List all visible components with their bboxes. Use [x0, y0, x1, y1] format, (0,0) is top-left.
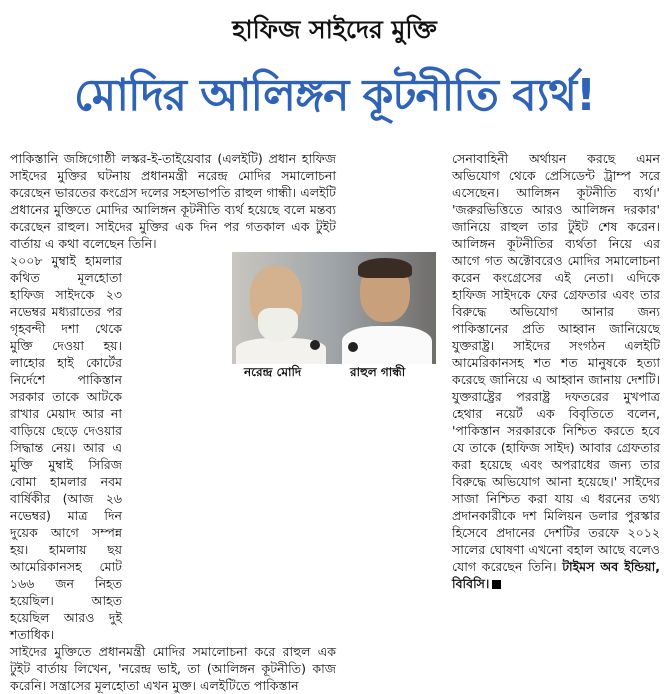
photo-background	[232, 252, 436, 364]
article-column-left	[10, 150, 336, 694]
article-paragraph: সাইদের মুক্তিতে প্রধানমন্ত্রী মোদির সমালোচনা করে রাহুল এক টুইট বার্তায় লিখেন, 'নরেন্দ্র ভাই, তা (আলিঙ্গন কূটনীতি) কাজ করেনি। সন্ত্রাসের মূলহোতা এখন মুক্ত। এলইটিতে পাকিস্তান	[10, 644, 336, 693]
article-paragraph: ২০০৮ মুম্বাই হামলার কথিত মূলহোতা হাফিজ সাইদকে ২৩ নভেম্বর মধ্যরাতের পর গৃহবন্দী দশা থেকে মুক্তি দেওয়া হয়। লাহোর হাই কোর্টের নির্দেশে পাকিস্তান সরকার তাকে আটকে রাখার মেয়াদ আর না বাড়িয়ে ছেড়ে দেওয়ার সিদ্ধান্ত নেয়। আর এ মুক্তি মুম্বাই সিরিজ বোমা হামলার নবম বার্ষিকীর (আজ ২৬ নভেম্বর) মাত্র দিন দুয়েক আগে সম্পন্ন হয়। হামলায় ছয় আমেরিকানসহ মোট ১৬৬ জন নিহত হয়েছিল। আহত হয়েছিল আরও দুই শতাধিক।	[10, 253, 122, 642]
photo-caption-rahul: রাহুল গান্ধী	[350, 365, 406, 379]
microphone-icon	[310, 340, 320, 350]
rahul-hair	[358, 258, 412, 278]
modi-beard	[258, 308, 298, 342]
article-paragraph: পাকিস্তানি জঙ্গিগোষ্ঠী লস্কর-ই-তাইয়েবার (এলইটি) প্রধান হাফিজ সাইদের মুক্তির ঘটনায় প্রধানমন্ত্রী নরেন্দ্র মোদির সমালোচনা করেছেন ভারতের কংগ্রেস দলের সহসভাপতি রাহুল গান্ধী। এলইটি প্রধানের মুক্তিতে মোদির আলিঙ্গন কূটনীতি ব্যর্থ হয়েছে বলে মন্তব্য করেছেন রাহুল। সাইদের মুক্তির এক দিন পর গতকাল এক টুইট বার্তায় এ কথা বলেছেন তিনি।	[10, 151, 336, 251]
article-credit: টাইমস অব ইন্ডিয়া, বিবিসি।	[452, 559, 660, 591]
article-headline: মোদির আলিঙ্গন কূটনীতি ব্যর্থ!	[73, 70, 596, 121]
microphone-icon	[348, 342, 358, 352]
article-paragraph: সেনাবাহিনী অর্থায়ন করছে এমন অভিযোগ থেকে প্রেসিডেন্ট ট্রাম্প সরে এসেছেন। আলিঙ্গন কূটনীতি ব্যর্থ।' 'জরুরভিত্তিতে আরও আলিঙ্গন দরকার' জানিয়ে রাহুল তার টুইট শেষ করেন। আলিঙ্গন কূটনীতির ব্যর্থতা নিয়ে এর আগে গত অক্টোবরেও মোদির সমালোচনা করেন কংগ্রেসের এই নেতা। এদিকে হাফিজ সাইদকে ফের গ্রেফতার এবং তার বিরুদ্ধে অভিযোগ আনার জন্য পাকিস্তানের প্রতি আহ্বান জানিয়েছে যুক্তরাষ্ট্র। সাইদের সংগঠন এলইটি আমেরিকানসহ শত শত মানুষকে হত্যা করেছে জানিয়ে এ আহ্বান জানায় দেশটি। যুক্তরাষ্ট্রের পররাষ্ট্র দফতরের মুখপাত্র হেথার নয়ের্ট এক বিবৃতিতে বলেন, 'পাকিস্তান সরকারকে নিশ্চিত করতে হবে যে তাকে (হাফিজ সাইদ) আবার গ্রেফতার করা হয়েছে এবং অপরাধের জন্য তার বিরুদ্ধে অভিযোগ আনা হয়েছে।' সাইদের সাজা নিশ্চিত করা যায় এ ধরনের তথ্য প্রদানকারীকে দশ মিলিয়ন ডলার পুরস্কার হিসেবে প্রদানের দেশটির তরফে ২০১২ সালের ঘোষণা এখনো বহাল আছে বলেও যোগ করেছেন তিনি।	[452, 151, 660, 574]
end-mark-icon	[492, 580, 501, 589]
photo-caption-modi: নরেন্দ্র মোদি	[244, 365, 302, 379]
article-kicker: হাফিজ সাইদের মুক্তি	[232, 15, 437, 44]
article-photo	[232, 252, 436, 382]
